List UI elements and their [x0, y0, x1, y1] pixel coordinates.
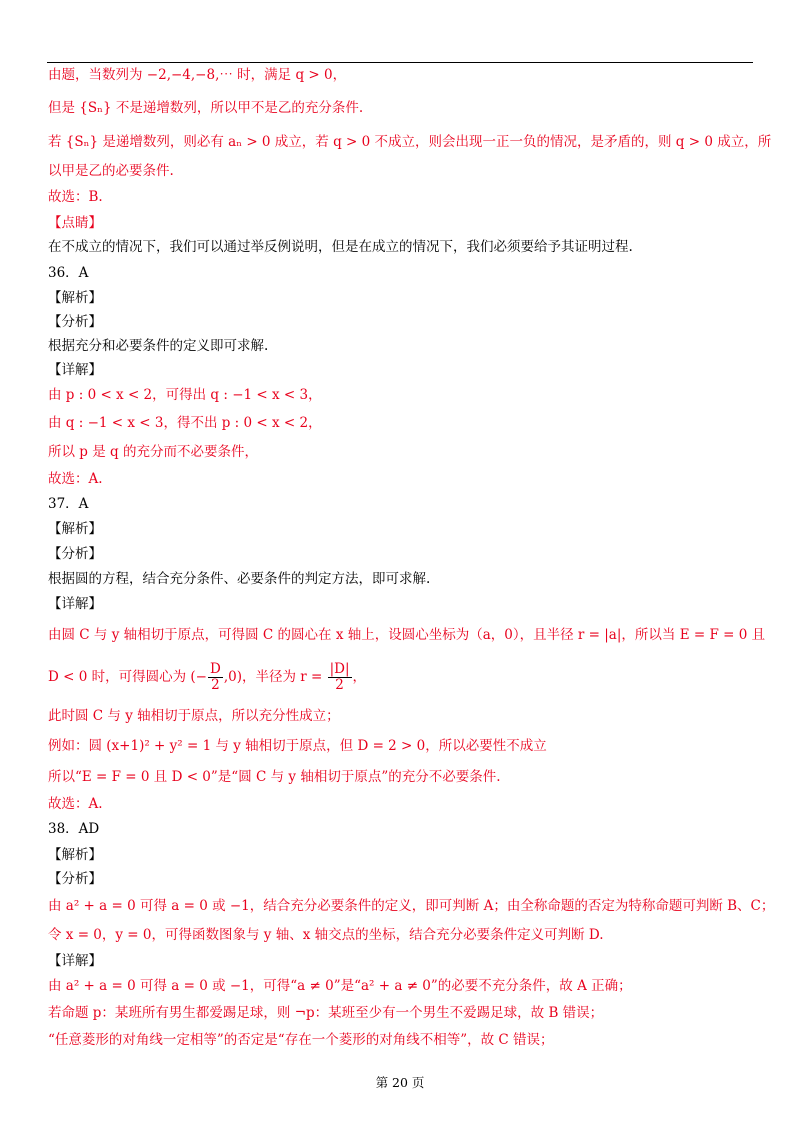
- text-line: 由题，当数列为 −2,−4,−8,⋯ 时，满足 q > 0，: [48, 67, 347, 83]
- text-line: 故选：A.: [48, 796, 103, 812]
- text-line: 由 a² + a = 0 可得 a = 0 或 −1，可得“a ≠ 0”是“a² + a ≠ 0”的必要不充分条件，故 A 正确；: [48, 978, 632, 994]
- fraction: [208, 662, 223, 693]
- text-line: 令 x = 0，y = 0，可得函数图象与 y 轴、x 轴交点的坐标，结合充分必要条件定义可判断 D.: [48, 927, 604, 943]
- question-number: 36．A: [48, 265, 89, 281]
- text-line: 由 a² + a = 0 可得 a = 0 或 −1，结合充分必要条件的定义，即可判断 A；由全称命题的否定为特称命题可判断 B、C；: [48, 898, 775, 914]
- section-heading: 【分析】: [48, 546, 102, 562]
- text-line: 所以 p 是 q 的充分而不必要条件，: [48, 444, 258, 460]
- text-line: 由圆 C 与 y 轴相切于原点，可得圆 C 的圆心在 x 轴上，设圆心坐标为（a，0），且半径 r = |a|，所以当 E = F = 0 且: [48, 627, 766, 643]
- text-line: 在不成立的情况下，我们可以通过举反例说明，但是在成立的情况下，我们必须要给予其证明过程.: [48, 239, 633, 255]
- text-line: 故选：B.: [48, 189, 103, 205]
- section-heading: 【分析】: [48, 871, 102, 887]
- text-line: 故选：A.: [48, 471, 103, 487]
- question-number: 38．AD: [48, 821, 100, 837]
- text-line: 根据充分和必要条件的定义即可求解.: [48, 338, 269, 354]
- text-line: “任意菱形的对角线一定相等”的否定是“存在一个菱形的对角线不相等”，故 C 错误；: [48, 1032, 554, 1048]
- text-segment: D < 0 时，可得圆心为: [48, 669, 187, 685]
- text-line: 以甲是乙的必要条件.: [48, 163, 174, 179]
- text-line: 所以“E = F = 0 且 D < 0”是“圆 C 与 y 轴相切于原点”的充分不必要条件.: [48, 769, 501, 785]
- fraction-numerator: |D|: [329, 661, 350, 677]
- section-heading: 【分析】: [48, 314, 102, 330]
- header-rule: [47, 62, 753, 63]
- text-line: 由 p : 0 < x < 2，可得出 q : −1 < x < 3，: [48, 387, 322, 403]
- text-line-fraction: [48, 661, 366, 693]
- text-line: 若 {Sₙ} 是递增数列，则必有 aₙ > 0 成立，若 q > 0 不成立，则会出现一正一负的情况，是矛盾的，则 q > 0 成立，所: [48, 134, 772, 150]
- text-line: 但是 {Sₙ} 不是递增数列，所以甲不是乙的充分条件.: [48, 100, 364, 116]
- text-line: 例如：圆 (x+1)² + y² = 1 与 y 轴相切于原点，但 D = 2 > 0，所以必要性不成立: [48, 738, 547, 754]
- section-heading: 【解析】: [48, 521, 102, 537]
- text-segment: ，: [352, 669, 367, 685]
- text-line: 根据圆的方程，结合充分条件、必要条件的判定方法，即可求解.: [48, 571, 431, 587]
- question-number: 37．A: [48, 496, 89, 512]
- section-heading: 【详解】: [48, 362, 102, 378]
- text-line: 若命题 p：某班所有男生都爱踢足球，则 ¬p：某班至少有一个男生不爱踢足球，故 B 错误；: [48, 1005, 604, 1021]
- fraction-denominator: 2: [211, 677, 220, 693]
- fraction: [328, 662, 352, 693]
- text-segment: (−: [190, 669, 207, 685]
- section-heading: 【详解】: [48, 596, 102, 612]
- fraction-numerator: D: [210, 661, 221, 677]
- section-heading: 【解析】: [48, 290, 102, 306]
- section-heading: 【详解】: [48, 953, 102, 969]
- section-heading: 【解析】: [48, 847, 102, 863]
- text-line: 由 q : −1 < x < 3，得不出 p : 0 < x < 2，: [48, 415, 322, 431]
- text-segment: ,0)，半径为 r =: [223, 669, 323, 685]
- text-line: 此时圆 C 与 y 轴相切于原点，所以充分性成立；: [48, 708, 340, 724]
- section-heading: 【点睛】: [48, 215, 102, 231]
- fraction-denominator: 2: [335, 677, 344, 693]
- page-number: 第 20 页: [375, 1075, 425, 1090]
